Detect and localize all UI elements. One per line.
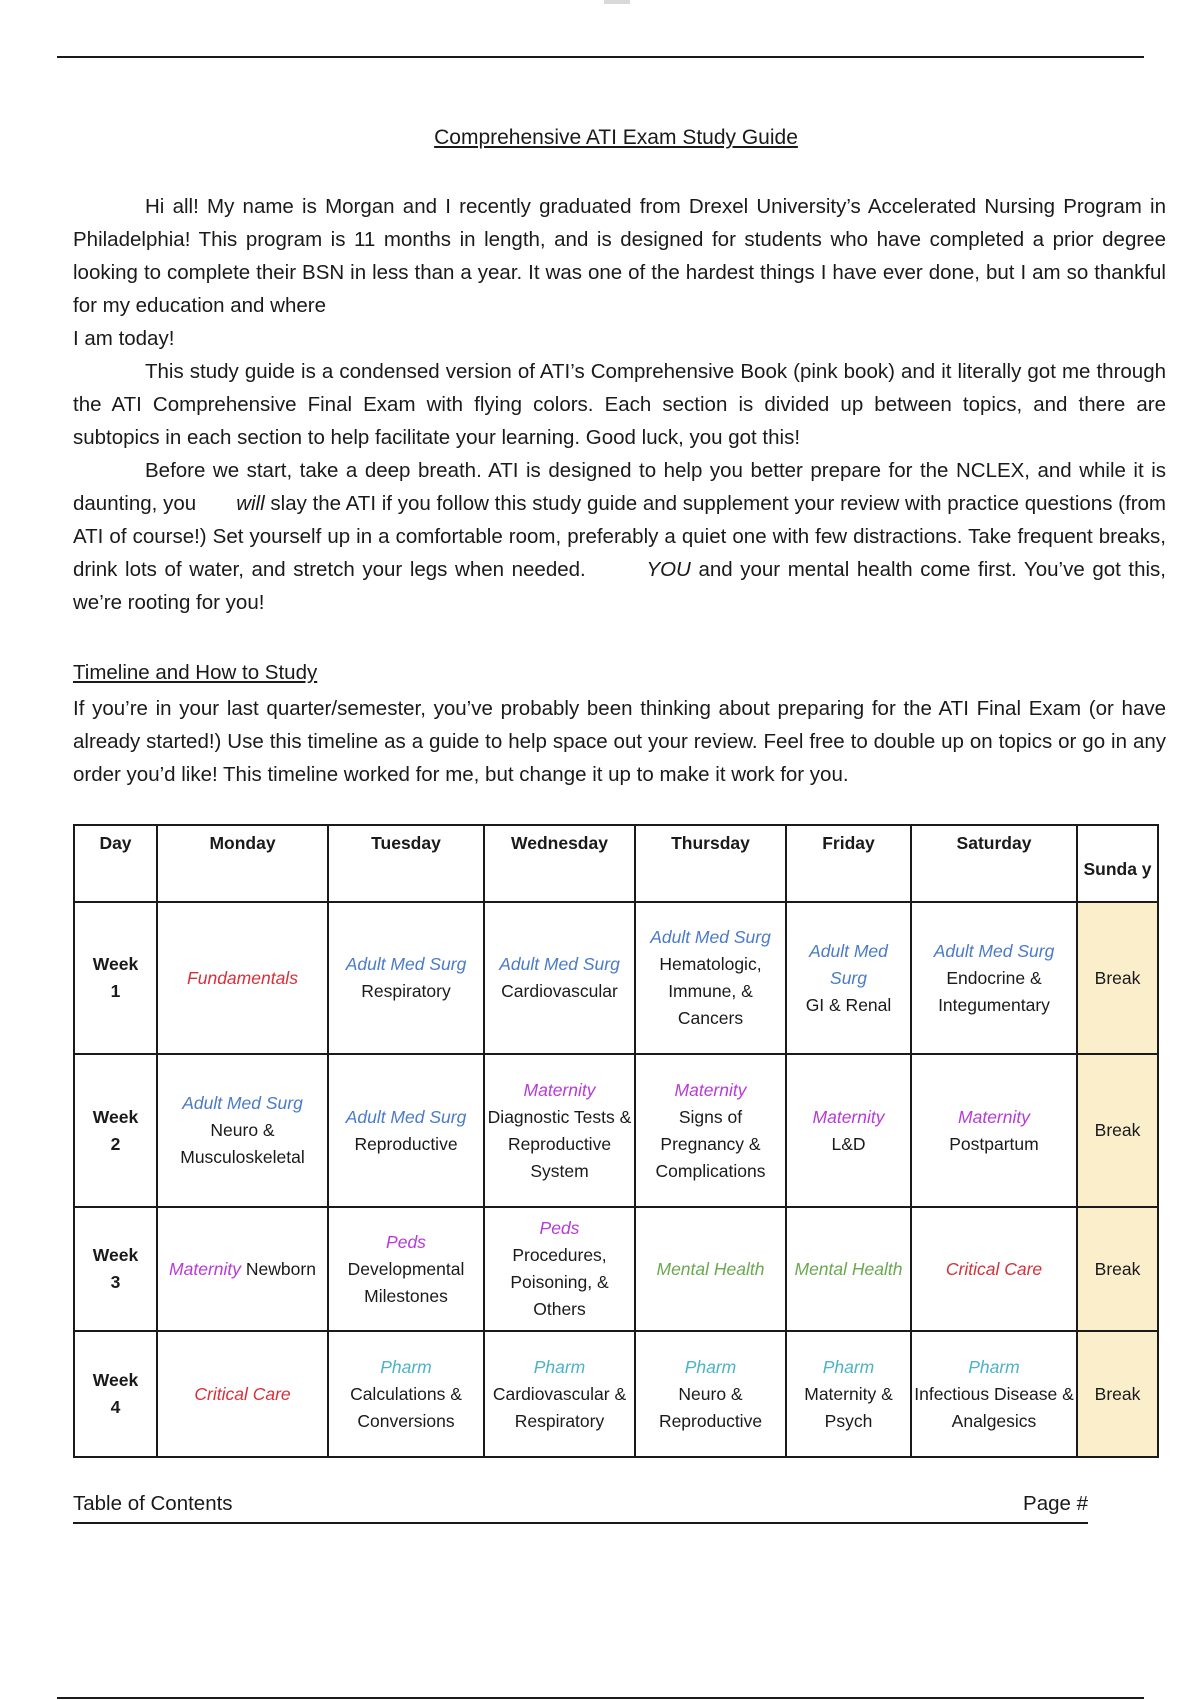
cell-topic: Break (1094, 1120, 1141, 1140)
header-wednesday: Wednesday (484, 825, 635, 902)
week-label: Week 2 (74, 1054, 157, 1207)
schedule-cell (786, 1331, 911, 1457)
intro-paragraph-3 (73, 454, 1166, 619)
cell-topic: Calculations & Conversions (350, 1383, 462, 1431)
schedule-week-row (74, 1207, 1158, 1331)
cell-topic: Diagnostic Tests & Reproductive System (487, 1106, 632, 1181)
cell-category: Maternity (674, 1079, 747, 1100)
header-saturday: Saturday (911, 825, 1077, 902)
schedule-cell (157, 902, 328, 1054)
week-label: Week 3 (74, 1207, 157, 1331)
p3-part-a: Before we start, take a deep breath. ATI is designed to help you better prepare for the NCLEX, and while it is daunting, you (73, 459, 1166, 515)
cell-category: Pharm (380, 1356, 432, 1377)
header-monday: Monday (157, 825, 328, 902)
schedule-cell (328, 1207, 484, 1331)
schedule-cell (786, 1054, 911, 1207)
cell-category: Critical Care (194, 1383, 291, 1404)
cell-topic: GI & Renal (805, 994, 892, 1015)
cell-topic: Postpartum (949, 1133, 1039, 1154)
schedule-header-row (74, 825, 1158, 902)
p3-you: YOU (646, 558, 691, 581)
schedule-cell (484, 1331, 635, 1457)
cell-category: Fundamentals (187, 967, 298, 988)
cell-category: Mental Health (656, 1258, 765, 1279)
schedule-cell (157, 1207, 328, 1331)
cell-topic: Neuro & Reproductive (658, 1383, 763, 1431)
cell-topic: L&D (831, 1133, 866, 1154)
sunday-cell (1077, 1331, 1158, 1457)
cell-category: Adult Med Surg (345, 954, 467, 974)
week-label: Week 1 (74, 902, 157, 1054)
cell-topic: Break (1094, 1258, 1141, 1279)
table-of-contents-header (73, 1492, 1088, 1524)
sunday-cell (1077, 902, 1158, 1054)
timeline-heading: Timeline and How to Study (73, 661, 318, 684)
timeline-text: If you’re in your last quarter/semester, you’ve probably been thinking about preparing for the ATI Final Exam (or have already started!) Use this timeline as a guide to help space out your review. Feel free to double up on topics or go in any order you’d like! This timeline worked for me, but change it up to make it work for you. (73, 697, 1166, 786)
schedule-cell (635, 1207, 786, 1331)
schedule-cell (911, 1331, 1077, 1457)
cell-topic: Signs of Pregnancy & Complications (655, 1106, 766, 1181)
cell-category: Adult Med Surg (499, 954, 620, 974)
cell-category: Pharm (822, 1356, 875, 1377)
schedule-cell (328, 1331, 484, 1457)
intro-paragraph-1-end: I am today! (73, 327, 175, 350)
cell-category: Maternity (958, 1106, 1030, 1127)
cell-category: Pharm (533, 1356, 586, 1377)
schedule-cell (911, 902, 1077, 1054)
cell-topic: Hematologic, Immune, & Cancers (659, 954, 762, 1028)
schedule-cell (484, 1207, 635, 1331)
cell-category: Adult Med Surg (182, 1093, 303, 1113)
intro-section (73, 190, 1166, 619)
schedule-cell (635, 1331, 786, 1457)
sunday-cell (1077, 1207, 1158, 1331)
cell-topic: Procedures, Poisoning, & Others (510, 1245, 609, 1319)
schedule-cell (635, 1054, 786, 1207)
intro-paragraph-1: Hi all! My name is Morgan and I recently graduated from Drexel University’s Accelerated Nursing Program in Philadelphia! This program is 11 months in length, and is designed for students who have completed a prior degree looking to complete their BSN in less than a year. It was one of the hardest things I have ever done, but I am so thankful for my education and where (73, 195, 1166, 317)
schedule-week-row (74, 1331, 1158, 1457)
cell-topic: Developmental Milestones (347, 1258, 465, 1306)
schedule-week-row (74, 902, 1158, 1054)
schedule-cell (911, 1207, 1077, 1331)
cell-topic: Infectious Disease & Analgesics (914, 1383, 1074, 1431)
toc-label: Table of Contents (73, 1492, 233, 1515)
cell-category: Pharm (968, 1356, 1020, 1377)
schedule-cell (635, 902, 786, 1054)
cell-category: Adult Med Surg (933, 940, 1055, 961)
cell-topic: Maternity & Psych (804, 1383, 893, 1431)
cell-category: Peds (386, 1231, 426, 1252)
document-title: Comprehensive ATI Exam Study Guide (434, 126, 798, 149)
sunday-cell (1077, 1054, 1158, 1207)
cell-category: Maternity (812, 1106, 885, 1127)
cell-topic: Respiratory (361, 981, 451, 1001)
study-schedule-table (73, 824, 1159, 1458)
schedule-cell (786, 1207, 911, 1331)
cell-topic: Endocrine & Integumentary (938, 967, 1050, 1015)
cell-topic: Neuro & Musculoskeletal (180, 1120, 305, 1167)
cell-category: Adult Med Surg (345, 1106, 467, 1127)
schedule-cell (911, 1054, 1077, 1207)
cell-topic: Cardiovascular & Respiratory (492, 1383, 627, 1431)
header-day: Day (74, 825, 157, 902)
cell-category: Pharm (684, 1356, 737, 1377)
schedule-cell (157, 1054, 328, 1207)
cell-category: Peds (539, 1218, 580, 1238)
schedule-cell (328, 1054, 484, 1207)
p3-part-b: slay the ATI if you follow this study guide and supplement your review with practice questions (from ATI of course!) Set yourself up in a comfortable room, preferably a quiet one with few distractions. Take frequent breaks, drink lots of water, and stretch your legs when needed. (73, 492, 1167, 581)
intro-paragraph-2: This study guide is a condensed version of ATI’s Comprehensive Book (pink book) and it literally got me through the ATI Comprehensive Final Exam with flying colors. Each section is divided up between topics, and there are subtopics in each section to help facilitate your learning. Good luck, you got this! (73, 360, 1166, 449)
header-rule (57, 56, 1144, 58)
cell-category: Maternity (169, 1258, 242, 1279)
schedule-cell (157, 1331, 328, 1457)
toc-page-label: Page # (1023, 1492, 1088, 1515)
schedule-cell (786, 902, 911, 1054)
footer-rule (57, 1697, 1144, 1699)
cell-category: Critical Care (945, 1258, 1043, 1279)
cell-category: Maternity (523, 1079, 596, 1100)
p3-will: will (236, 492, 265, 515)
schedule-cell (484, 902, 635, 1054)
cell-category: Adult Med Surg (650, 927, 771, 947)
cell-topic: Cardiovascular (501, 981, 618, 1001)
p3-part-c: and your mental health come first. You’ve got this, we’re rooting for you! (73, 558, 1166, 614)
schedule-week-row (74, 1054, 1158, 1207)
schedule-cell (328, 902, 484, 1054)
week-label: Week 4 (74, 1331, 157, 1457)
header-thursday: Thursday (635, 825, 786, 902)
cell-topic: Break (1094, 1383, 1141, 1404)
schedule-cell (484, 1054, 635, 1207)
page-top-mark (604, 0, 630, 4)
cell-topic: Newborn (245, 1258, 316, 1279)
cell-category: Adult Med Surg (809, 940, 888, 988)
header-friday: Friday (786, 825, 911, 902)
cell-topic: Break (1094, 967, 1141, 988)
header-sunday: Sunda y (1077, 825, 1158, 902)
cell-category: Mental Health (794, 1258, 903, 1279)
header-tuesday: Tuesday (328, 825, 484, 902)
cell-topic: Reproductive (354, 1133, 458, 1154)
